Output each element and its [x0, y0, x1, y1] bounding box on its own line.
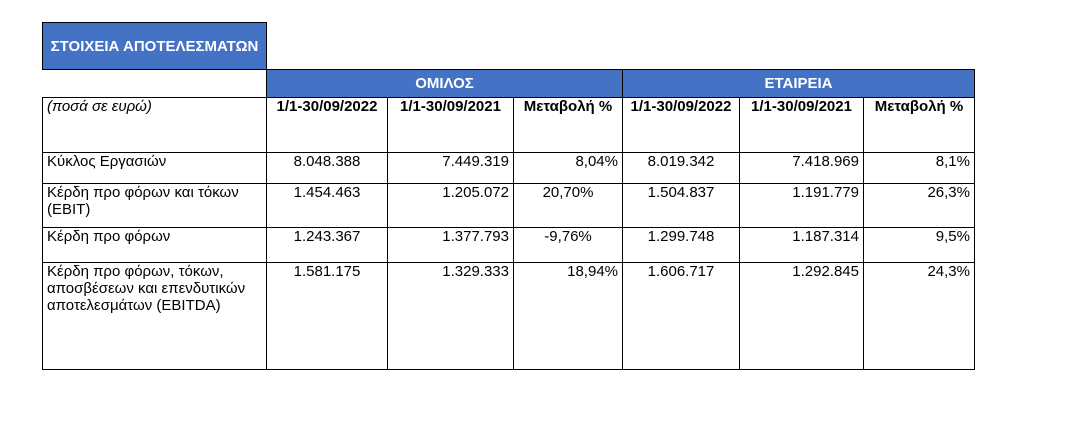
company-change-value: 24,3%: [864, 263, 975, 370]
company-period-2021-header: 1/1-30/09/2021: [740, 98, 864, 153]
row-label: Κέρδη προ φόρων, τόκων, αποσβέσεων και επενδυτικών αποτελεσμάτων (EBITDA): [43, 263, 267, 370]
results-table: [42, 22, 975, 370]
company-2022-value: 1.504.837: [623, 184, 740, 228]
company-2021-value: 1.191.779: [740, 184, 864, 228]
company-change-value: 26,3%: [864, 184, 975, 228]
table-row: [43, 228, 975, 263]
group-change-value: -9,76%: [514, 228, 623, 263]
group-change-value: 20,70%: [514, 184, 623, 228]
company-2022-value: 1.299.748: [623, 228, 740, 263]
group-change-value: 18,94%: [514, 263, 623, 370]
table-row: [43, 263, 975, 370]
table-title: ΣΤΟΙΧΕΙΑ ΑΠΟΤΕΛΕΣΜΑΤΩΝ: [43, 23, 267, 70]
group-period-2021-header: 1/1-30/09/2021: [388, 98, 514, 153]
table-row: [43, 184, 975, 228]
row-label: Κέρδη προ φόρων και τόκων (EBIT): [43, 184, 267, 228]
row-label: Κέρδη προ φόρων: [43, 228, 267, 263]
group-header: ΟΜΙΛΟΣ: [267, 70, 623, 98]
group-2022-value: 1.454.463: [267, 184, 388, 228]
company-2022-value: 8.019.342: [623, 153, 740, 184]
company-change-value: 8,1%: [864, 153, 975, 184]
group-2021-value: 1.205.072: [388, 184, 514, 228]
group-2022-value: 1.243.367: [267, 228, 388, 263]
company-change-header: Μεταβολή %: [864, 98, 975, 153]
company-change-value: 9,5%: [864, 228, 975, 263]
group-2021-value: 1.329.333: [388, 263, 514, 370]
group-2021-value: 1.377.793: [388, 228, 514, 263]
company-2021-value: 7.418.969: [740, 153, 864, 184]
company-header: ΕΤΑΙΡΕΙΑ: [623, 70, 975, 98]
group-change-header: Μεταβολή %: [514, 98, 623, 153]
company-period-2022-header: 1/1-30/09/2022: [623, 98, 740, 153]
table-row: [43, 153, 975, 184]
company-2021-value: 1.187.314: [740, 228, 864, 263]
group-change-value: 8,04%: [514, 153, 623, 184]
company-2022-value: 1.606.717: [623, 263, 740, 370]
group-2021-value: 7.449.319: [388, 153, 514, 184]
group-2022-value: 8.048.388: [267, 153, 388, 184]
group-2022-value: 1.581.175: [267, 263, 388, 370]
company-2021-value: 1.292.845: [740, 263, 864, 370]
group-period-2022-header: 1/1-30/09/2022: [267, 98, 388, 153]
row-label: Κύκλος Εργασιών: [43, 153, 267, 184]
unit-label: (ποσά σε ευρώ): [43, 98, 267, 153]
